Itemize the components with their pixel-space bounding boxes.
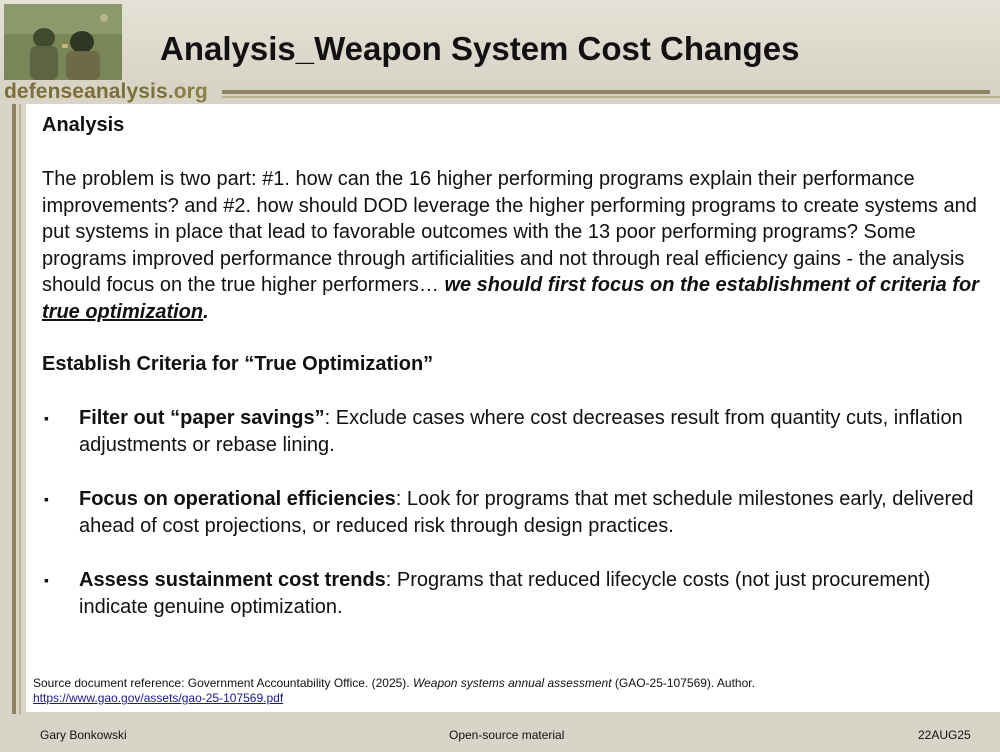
footer-classification: Open-source material <box>449 728 565 742</box>
paragraph-text: The problem is two part: #1. how can the 16 higher performing programs explain their performance improvements? and #2. how should DOD leverage the higher performing programs to create systems and put systems in place that lead to favorable outcomes with the 13 poor performing programs? Some programs improved performance through artificialities and not through real efficiency gains - the analysis should focus on the true higher performers… <box>42 168 977 296</box>
analysis-heading: Analysis <box>42 114 125 136</box>
criteria-heading: Establish Criteria for “True Optimization” <box>42 353 434 375</box>
emphasis-text: we should first focus on the establishment of criteria for <box>444 274 979 296</box>
soldiers-photo-logo <box>4 4 122 80</box>
header-rule-thin <box>222 96 1000 98</box>
site-brand-logo <box>4 80 208 104</box>
slide-title: Analysis_Weapon System Cost Changes <box>160 30 800 67</box>
bullet-marker: ▪ <box>44 491 49 507</box>
source-citation <box>33 676 755 691</box>
bullet-description: : Programs that reduced lifecycle costs (not just procurement) indicate genuine optimization. <box>79 569 931 618</box>
brand-tld: .org <box>167 80 208 103</box>
side-rule-thin <box>19 104 21 714</box>
source-prefix: Source document reference: Government Accountability Office. (2025). <box>33 676 413 690</box>
bullet-item <box>79 567 994 621</box>
header-rule <box>222 90 990 94</box>
bullet-item <box>79 405 994 459</box>
bullet-item <box>79 486 994 540</box>
bullet-description: : Look for programs that met schedule milestones early, delivered ahead of cost projections, or reduced risk through design practices. <box>79 488 974 537</box>
bullet-title: Assess sustainment cost trends <box>79 569 386 591</box>
bullet-marker: ▪ <box>44 410 49 426</box>
side-rule <box>12 104 16 714</box>
soldiers-illustration <box>4 4 122 80</box>
source-reference <box>33 676 755 706</box>
emphasis-underlined: true optimization <box>42 300 204 323</box>
source-suffix: (GAO-25-107569). Author. <box>611 676 755 690</box>
bullet-title: Focus on operational efficiencies <box>79 488 396 510</box>
source-title: Weapon systems annual assessment <box>412 676 612 690</box>
emphasis-end: . <box>203 300 209 323</box>
footer-author: Gary Bonkowski <box>40 728 127 742</box>
bullet-title: Filter out “paper savings” <box>79 407 325 429</box>
footer-date: 22AUG25 <box>918 728 971 742</box>
analysis-paragraph <box>42 166 997 325</box>
bullet-description: : Exclude cases where cost decreases result from quantity cuts, inflation adjustments or rebase lining. <box>79 407 963 456</box>
source-link[interactable]: https://www.gao.gov/assets/gao-25-107569.pdf <box>33 691 284 705</box>
brand-name: defenseanalysis <box>4 80 168 103</box>
bullet-marker: ▪ <box>44 572 49 588</box>
